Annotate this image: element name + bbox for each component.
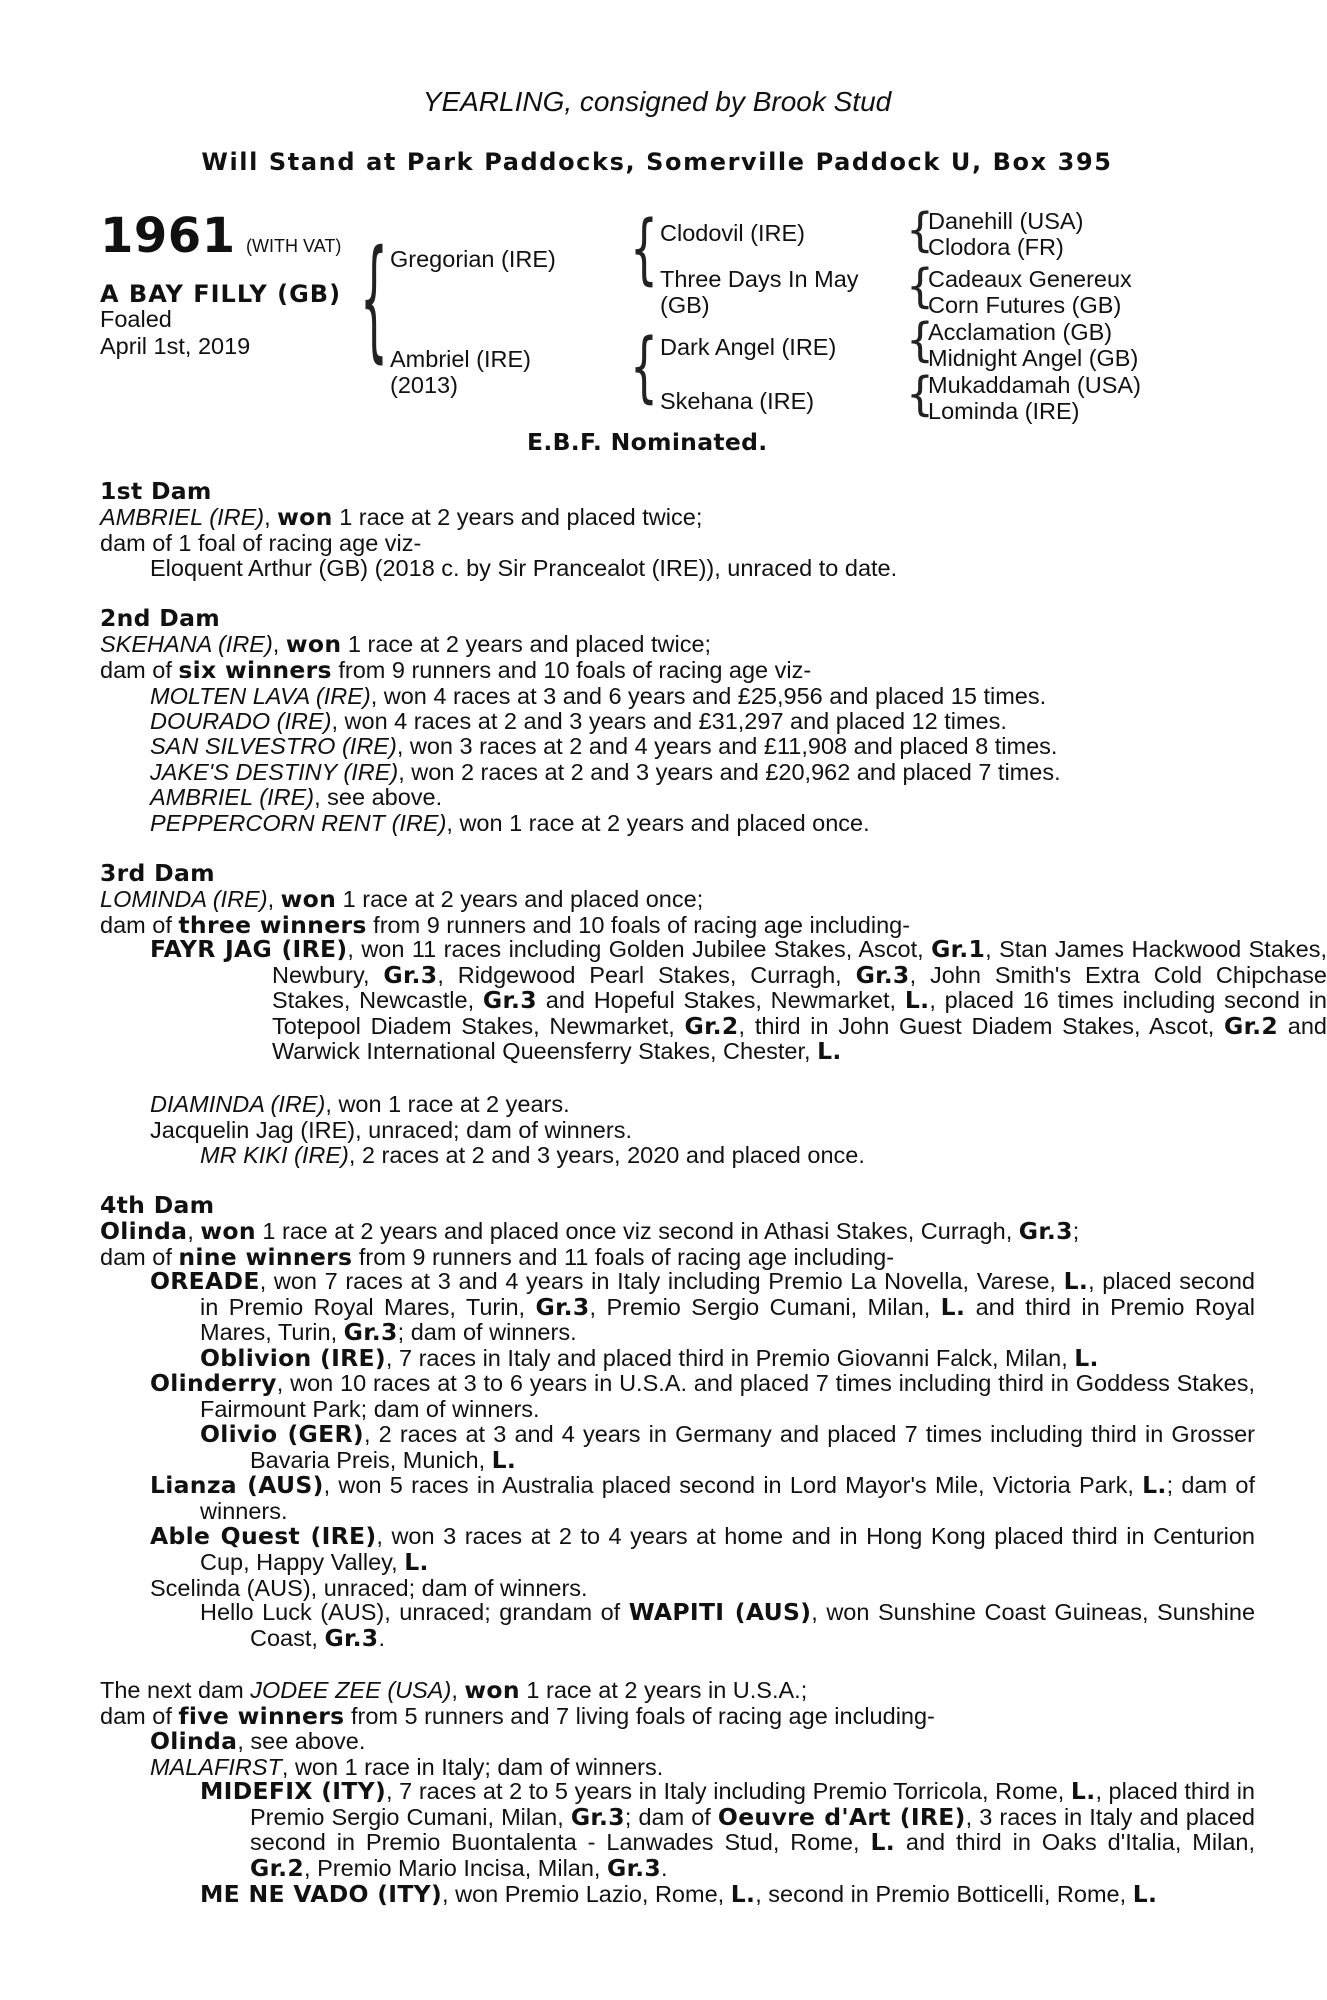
progeny-entry: Eloquent Arthur (GB) (2018 c. by Sir Prancealot (IRE)), unraced to date. xyxy=(150,555,898,581)
text: , won 4 races at 2 and 3 years and £31,297 and placed 12 times. xyxy=(331,708,1007,734)
text: , won 3 races at 2 and 4 years and £11,908 and placed 8 times. xyxy=(396,733,1058,759)
text: , 3 races in Italy and placed second in Premio Buontalenta - Lanwades Stud, Rome, xyxy=(250,1803,1256,1855)
winners-count: five winners xyxy=(178,1702,345,1730)
text: , 7 races in Italy and placed third in Premio Giovanni Falck, Milan, xyxy=(385,1345,1075,1371)
winners-count: three winners xyxy=(178,911,367,939)
text: . xyxy=(378,1624,385,1651)
text: , won 1 race at 2 years and placed once. xyxy=(446,810,870,836)
horse-name: ME NE VADO (ITY) xyxy=(200,1880,443,1908)
text: , placed third in Premio Sergio Cumani, Milan, xyxy=(250,1778,1256,1830)
progeny-entry xyxy=(200,1881,1157,1907)
text: from 9 runners and 11 foals of racing age including- xyxy=(352,1244,895,1270)
group-grade: Gr.3 xyxy=(855,960,910,989)
group-grade: Gr.3 xyxy=(482,986,537,1014)
text: ; dam of winners. xyxy=(200,1472,1255,1524)
pedigree-brace: { xyxy=(906,313,934,368)
progeny-entry: Jacquelin Jag (IRE), unraced; dam of winners. xyxy=(150,1117,632,1143)
dam-sire: Dark Angel (IRE) xyxy=(660,334,837,360)
text: , won 4 races at 3 and 6 years and £25,956 and placed 15 times. xyxy=(370,683,1047,709)
horse-name: MR KIKI (IRE) xyxy=(200,1142,349,1168)
horse-name: PEPPERCORN RENT (IRE) xyxy=(150,810,447,836)
dam-summary xyxy=(100,886,703,912)
progeny-entry xyxy=(200,1779,1255,1881)
group-grade: Gr.3 xyxy=(383,960,438,989)
horse-name: Oblivion (IRE) xyxy=(200,1344,386,1372)
progeny-entry xyxy=(150,1473,1255,1524)
text: , xyxy=(267,886,281,912)
section-heading: 3rd Dam xyxy=(100,859,215,887)
stand-location: Will Stand at Park Paddocks, Somerville Paddock U, Box 395 xyxy=(201,148,1113,176)
text: from 9 runners and 10 foals of racing age viz- xyxy=(331,657,812,683)
progeny-entry xyxy=(200,1422,1255,1473)
text: Hello Luck (AUS), unraced; grandam of xyxy=(200,1599,629,1625)
text: , 7 races at 2 to 5 years in Italy including Premio Torricola, Rome, xyxy=(386,1778,1071,1804)
text: , placed second in Premio Royal Mares, Turin, xyxy=(200,1268,1255,1320)
horse-name: AMBRIEL (IRE) xyxy=(150,784,315,810)
text: and Hopeful Stakes, Newmarket, xyxy=(536,987,905,1013)
text: The next dam xyxy=(100,1677,251,1703)
group-grade: L. xyxy=(404,1547,429,1576)
text: ; xyxy=(1072,1218,1080,1244)
group-grade: L. xyxy=(817,1037,842,1065)
text: , second in Premio Botticelli, Rome, xyxy=(755,1881,1133,1907)
group-grade: Gr.1 xyxy=(931,935,986,963)
horse-name: MIDEFIX (ITY) xyxy=(200,1777,387,1805)
text: , xyxy=(451,1677,465,1703)
progeny-entry xyxy=(150,1524,1255,1575)
group-grade: L. xyxy=(491,1445,517,1474)
group-grade: L. xyxy=(1074,1344,1099,1372)
progeny-entry xyxy=(150,810,870,836)
ancestor: Midnight Angel (GB) xyxy=(928,345,1139,371)
text: , Premio Sergio Cumani, Milan, xyxy=(589,1293,941,1320)
text: 1 race at 2 years and placed once viz second in Athasi Stakes, Curragh, xyxy=(255,1218,1019,1244)
text: and third in Oaks d'Italia, Milan, xyxy=(894,1829,1255,1855)
text: 1 race at 2 years and placed twice; xyxy=(341,631,712,657)
dam-name: SKEHANA (IRE) xyxy=(100,631,273,657)
horse-name: DOURADO (IRE) xyxy=(150,708,332,734)
text: 1 race at 2 years and placed twice; xyxy=(332,504,703,530)
group-grade: L. xyxy=(1142,1471,1167,1499)
sire: Gregorian (IRE) xyxy=(390,246,556,272)
dam-summary xyxy=(100,504,702,530)
pedigree-brace: { xyxy=(906,259,934,314)
text: , 2 races at 2 and 3 years, 2020 and placed once. xyxy=(348,1142,865,1168)
catalogue-title: YEARLING, consigned by Brook Stud xyxy=(422,86,892,117)
text: dam of xyxy=(100,912,179,938)
horse-name: DIAMINDA (IRE) xyxy=(150,1091,326,1117)
horse-name: SAN SILVESTRO (IRE) xyxy=(150,733,397,759)
dam-summary xyxy=(100,631,711,657)
text: from 9 runners and 10 foals of racing age including- xyxy=(366,912,911,938)
horse-name: Able Quest (IRE) xyxy=(150,1522,377,1550)
foaled-date: April 1st, 2019 xyxy=(100,333,251,359)
sire-dam-country: (GB) xyxy=(660,292,710,318)
group-grade: Gr.3 xyxy=(343,1318,398,1346)
pedigree-brace: { xyxy=(906,203,934,258)
text: , Premio Mario Incisa, Milan, xyxy=(304,1854,607,1881)
dam-dam: Skehana (IRE) xyxy=(660,388,815,414)
group-grade: Gr.2 xyxy=(684,1011,739,1040)
text: , see above. xyxy=(314,784,443,810)
text: , see above. xyxy=(237,1728,366,1754)
section-heading: 4th Dam xyxy=(100,1191,215,1219)
text: from 5 runners and 7 living foals of racing age including- xyxy=(344,1703,935,1729)
horse-name: MALAFIRST xyxy=(150,1754,282,1780)
group-grade: L. xyxy=(1132,1880,1158,1908)
dam-summary xyxy=(100,1677,807,1703)
text: and Warwick International Queensferry Stakes, Chester, xyxy=(272,1012,1327,1064)
progeny-entry xyxy=(150,759,1061,785)
ebf-nominated: E.B.F. Nominated. xyxy=(527,428,768,456)
progeny-entry xyxy=(150,1371,1255,1422)
won-label: won xyxy=(280,885,337,913)
text: , xyxy=(272,631,286,657)
dam-name: JODEE ZEE (USA) xyxy=(250,1677,452,1703)
progeny-entry xyxy=(200,1345,1099,1371)
text: ; dam of winners. xyxy=(397,1319,577,1345)
progeny-entry xyxy=(150,708,1007,734)
text: , 2 races at 3 and 4 years in Germany and placed 7 times including third in Grosser Bavaria Preis, Munich, xyxy=(250,1421,1255,1473)
progeny-entry xyxy=(200,1600,1255,1651)
text: , won 10 races at 3 to 6 years in U.S.A. and placed 7 times including third in Goddess Stakes, Fairmount Park; dam of winners. xyxy=(200,1370,1255,1422)
group-grade: L. xyxy=(870,1828,895,1856)
text: , John Smith's Extra Cold Chipchase Stakes, Newcastle, xyxy=(272,961,1327,1013)
text: dam of xyxy=(100,1703,179,1729)
group-grade: Gr.2 xyxy=(250,1853,305,1882)
text: , xyxy=(264,504,278,530)
progeny-entry xyxy=(150,784,442,810)
progeny-entry: Scelinda (AUS), unraced; dam of winners. xyxy=(150,1575,588,1601)
group-grade: L. xyxy=(1063,1267,1089,1295)
vat-note: (WITH VAT) xyxy=(246,236,342,256)
text: , won 3 races at 2 to 4 years at home and in Hong Kong placed third in Centurion Cup, Happy Valley, xyxy=(200,1523,1255,1575)
text: and third in Premio Royal Mares, Turin, xyxy=(200,1293,1255,1345)
text: dam of xyxy=(100,1244,179,1270)
horse-name: JAKE'S DESTINY (IRE) xyxy=(150,759,399,785)
progeny-entry xyxy=(150,1091,570,1117)
horse-name: Olinda xyxy=(150,1727,238,1755)
text: ; dam of xyxy=(624,1803,718,1830)
group-grade: Gr.3 xyxy=(535,1292,590,1321)
horse-name: WAPITI (AUS) xyxy=(628,1598,812,1626)
text: , won 5 races in Australia placed second in Lord Mayor's Mile, Victoria Park, xyxy=(323,1472,1143,1498)
progeny-entry xyxy=(200,1142,865,1168)
horse-name: Olivio (GER) xyxy=(200,1420,364,1448)
ancestor: Danehill (USA) xyxy=(928,208,1084,234)
progeny-entry xyxy=(150,937,1327,1065)
foals-summary: dam of 1 foal of racing age viz- xyxy=(100,530,422,556)
dam-name: Olinda xyxy=(100,1217,188,1245)
horse-name: MOLTEN LAVA (IRE) xyxy=(150,683,371,709)
text: , won 1 race at 2 years. xyxy=(325,1091,570,1117)
foals-summary xyxy=(100,1703,935,1729)
text: , won 11 races including Golden Jubilee Stakes, Ascot, xyxy=(347,936,932,962)
section-heading: 1st Dam xyxy=(100,477,212,505)
ancestor: Lominda (IRE) xyxy=(928,398,1080,424)
text: , won Sunshine Coast Guineas, Sunshine Coast, xyxy=(250,1599,1256,1651)
text: 1 race at 2 years and placed once; xyxy=(336,886,704,912)
ancestor: Mukaddamah (USA) xyxy=(928,372,1141,398)
won-label: won xyxy=(277,503,333,531)
text: , xyxy=(187,1218,201,1244)
progeny-entry xyxy=(150,683,1046,709)
ancestor: Cadeaux Genereux xyxy=(928,266,1132,292)
won-label: won xyxy=(464,1676,520,1704)
group-grade: Gr.3 xyxy=(607,1853,662,1882)
group-grade: L. xyxy=(730,1880,756,1908)
dam-summary xyxy=(100,1218,1079,1244)
group-grade: L. xyxy=(1070,1777,1096,1805)
horse-name: Olinderry xyxy=(150,1369,277,1397)
text: , Ridgewood Pearl Stakes, Curragh, xyxy=(437,961,856,988)
group-grade: L. xyxy=(940,1292,966,1321)
progeny-entry xyxy=(150,1728,365,1754)
horse-name: OREADE xyxy=(150,1267,260,1295)
text: , third in John Guest Diadem Stakes, Ascot, xyxy=(738,1012,1225,1039)
text: , won 1 race in Italy; dam of winners. xyxy=(281,1754,664,1780)
text: , won 7 races at 3 and 4 years in Italy including Premio La Novella, Varese, xyxy=(259,1268,1064,1294)
text: , won 2 races at 2 and 3 years and £20,962 and placed 7 times. xyxy=(398,759,1061,785)
sire-sire: Clodovil (IRE) xyxy=(660,220,805,246)
text: 1 race at 2 years in U.S.A.; xyxy=(519,1677,808,1703)
foals-summary xyxy=(100,657,811,683)
ancestor: Corn Futures (GB) xyxy=(928,292,1122,318)
horse-name: Lianza (AUS) xyxy=(150,1471,324,1499)
group-grade: Gr.3 xyxy=(324,1623,379,1652)
horse-name: FAYR JAG (IRE) xyxy=(150,935,348,963)
winners-count: nine winners xyxy=(178,1243,353,1271)
foaled-label: Foaled xyxy=(100,306,172,332)
section-heading: 2nd Dam xyxy=(100,604,221,632)
pedigree-brace: { xyxy=(630,205,658,295)
progeny-entry xyxy=(150,1269,1255,1346)
pedigree-brace: { xyxy=(630,323,658,413)
won-label: won xyxy=(200,1217,256,1245)
lot-number: 1961 xyxy=(100,208,236,264)
horse-name: A BAY FILLY (GB) xyxy=(100,280,342,308)
ancestor: Acclamation (GB) xyxy=(928,319,1113,345)
pedigree-brace: { xyxy=(360,224,388,377)
winners-count: six winners xyxy=(178,656,332,684)
ancestor: Clodora (FR) xyxy=(928,234,1064,260)
text: , Stan James Hackwood Stakes, Newbury, xyxy=(272,936,1327,988)
group-grade: Gr.3 xyxy=(570,1802,625,1831)
lot-header xyxy=(100,208,341,264)
dam-name: LOMINDA (IRE) xyxy=(100,886,268,912)
text: dam of xyxy=(100,657,179,683)
dam-name: AMBRIEL (IRE) xyxy=(100,504,265,530)
pedigree-brace: { xyxy=(906,367,934,422)
dam-year: (2013) xyxy=(390,372,458,398)
won-label: won xyxy=(285,630,342,658)
text: , placed 16 times including second in Totepool Diadem Stakes, Newmarket, xyxy=(272,987,1327,1039)
text: , won Premio Lazio, Rome, xyxy=(442,1881,731,1907)
group-grade: Gr.2 xyxy=(1224,1011,1279,1040)
progeny-entry xyxy=(150,733,1057,759)
sire-dam: Three Days In May xyxy=(660,266,859,292)
text: . xyxy=(661,1854,668,1881)
group-grade: L. xyxy=(904,986,930,1014)
horse-name: Oeuvre d'Art (IRE) xyxy=(717,1802,966,1831)
dam: Ambriel (IRE) xyxy=(390,346,532,372)
group-grade: Gr.3 xyxy=(1018,1217,1073,1245)
